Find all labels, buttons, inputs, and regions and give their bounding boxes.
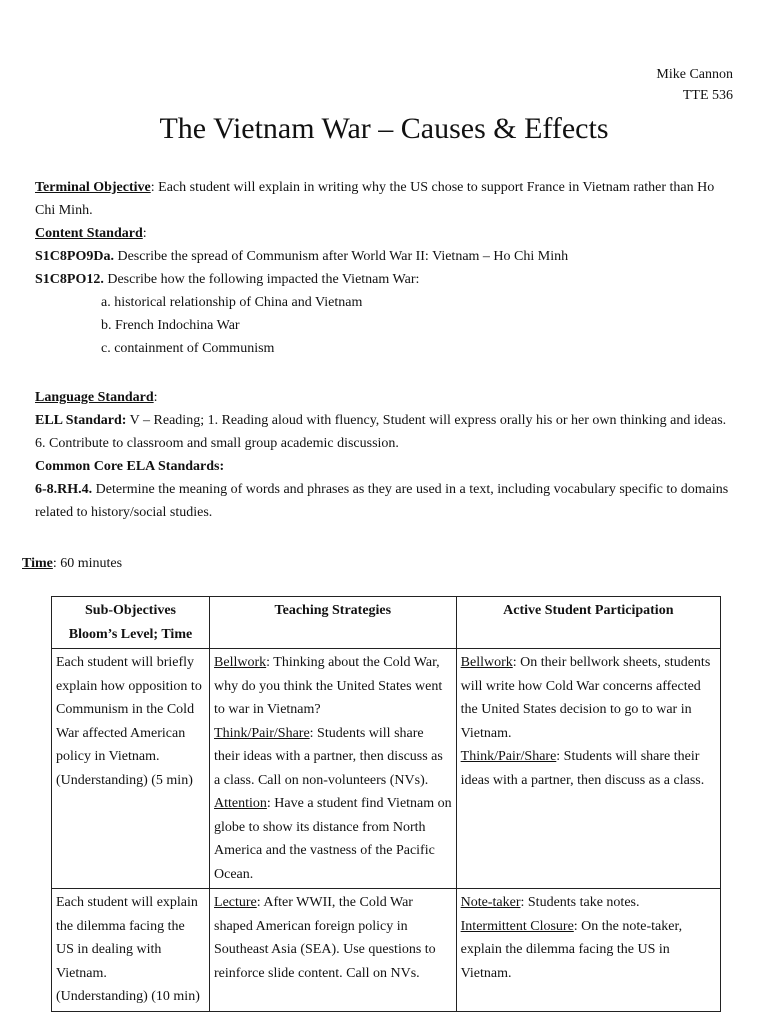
strategy-lecture-label: Lecture xyxy=(214,895,257,910)
strategy-attention-label: Attention xyxy=(214,796,267,811)
terminal-objective-text: : Each student will explain in writing why the US chose to support France in Vietnam rather than Ho Chi Minh. xyxy=(35,180,715,218)
participation-notetaker-text: : Students take notes. xyxy=(520,895,640,910)
teaching-strategies-cell xyxy=(210,649,457,889)
standard-list-item: a. historical relationship of China and Vietnam xyxy=(101,295,363,310)
strategy-attention-text: : Have a student find Vietnam on globe to show its distance from North America and the vastness of the Pacific Ocean. xyxy=(214,796,452,882)
strategy-tps-label: Think/Pair/Share xyxy=(214,725,310,741)
strategy-attention xyxy=(214,792,452,886)
participation-note-taker xyxy=(461,891,716,915)
table-row xyxy=(52,649,721,889)
participation-closure-text: : On the note-taker, explain the dilemma facing the US in Vietnam. xyxy=(460,918,683,981)
participation-think-pair-share xyxy=(461,745,716,792)
header-sub-objectives xyxy=(52,597,210,649)
terminal-objective xyxy=(35,176,735,222)
lesson-table xyxy=(51,596,721,1012)
header-active-participation: Active Student Participation xyxy=(456,597,720,649)
strategy-lecture xyxy=(214,891,452,985)
author-name: Mike Cannon xyxy=(656,67,733,82)
participation-closure xyxy=(461,915,716,986)
strategy-bellwork-label: Bellwork xyxy=(214,655,267,670)
participation-closure-label: Intermittent Closure xyxy=(460,918,574,934)
table-row xyxy=(52,889,721,1012)
teaching-strategies-cell xyxy=(210,889,457,1012)
participation-bellwork xyxy=(461,651,716,745)
time-label: Time xyxy=(22,556,53,571)
ell-standard-label: ELL Standard: xyxy=(35,413,127,428)
participation-bellwork-text: : On their bellwork sheets, students will write how Cold War concerns affected the United States decision to go to war in Vietnam. xyxy=(460,655,711,741)
header-sub-objectives-line2: Bloom’s Level; Time xyxy=(68,626,193,642)
rh-standard-text: Determine the meaning of words and phrases as they are used in a text, including vocabulary specific to domains related to history/social studies. xyxy=(35,482,729,520)
content-standard-label: Content Standard xyxy=(35,226,143,241)
standard-text-s1c8po9da: Describe the spread of Communism after World War II: Vietnam – Ho Chi Minh xyxy=(113,249,569,264)
author-block xyxy=(656,64,733,106)
sub-objective-cell xyxy=(52,649,210,889)
participation-bellwork-label: Bellwork xyxy=(460,655,513,670)
language-standard-section xyxy=(35,386,735,524)
participation-cell xyxy=(456,649,720,889)
standard-code-s1c8po9da: S1C8PO9Da. xyxy=(35,249,114,264)
strategy-bellwork-text: : Thinking about the Cold War, why do you think the United States went to war in Vietnam? xyxy=(214,655,443,717)
header-teaching-strategies: Teaching Strategies xyxy=(210,597,457,649)
page-title: The Vietnam War – Causes & Effects xyxy=(159,112,609,145)
participation-notetaker-label: Note-taker xyxy=(460,895,521,910)
terminal-objective-label: Terminal Objective xyxy=(35,180,151,195)
table-header-row xyxy=(52,597,721,649)
standard-list-item: c. containment of Communism xyxy=(101,341,275,356)
language-standard-label: Language Standard xyxy=(35,390,154,405)
sub-objective-text: Each student will explain the dilemma facing the US in dealing with Vietnam. xyxy=(56,895,198,981)
time-line xyxy=(22,552,722,575)
common-core-label: Common Core ELA Standards: xyxy=(35,459,225,474)
language-standard-colon: : xyxy=(153,390,158,405)
participation-tps-label: Think/Pair/Share xyxy=(460,749,557,764)
header-sub-objectives-line1: Sub-Objectives xyxy=(85,603,176,618)
course-code: TTE 536 xyxy=(682,88,733,103)
standard-text-s1c8po12: Describe how the following impacted the Vietnam War: xyxy=(103,272,420,287)
bloom-level: (Understanding) (10 min) xyxy=(56,989,200,1004)
participation-cell xyxy=(456,889,720,1012)
content-standard-section xyxy=(35,222,735,360)
sub-objective-cell xyxy=(52,889,210,1012)
participation-tps-text: : Students will share their ideas with a partner, then discuss as a class. xyxy=(460,749,705,788)
standard-code-s1c8po12: S1C8PO12. xyxy=(35,272,104,287)
standard-list-item: b. French Indochina War xyxy=(101,318,240,333)
time-value: : 60 minutes xyxy=(52,556,123,571)
bloom-level: (Understanding) (5 min) xyxy=(56,772,193,788)
content-standard-colon: : xyxy=(142,226,147,241)
strategy-tps-text: : Students will share their ideas with a partner, then discuss as a class. Call on non-volunteers (NVs). xyxy=(214,725,443,788)
strategy-think-pair-share xyxy=(214,722,452,793)
strategy-bellwork xyxy=(214,651,452,722)
strategy-lecture-text: : After WWII, the Cold War shaped American foreign policy in Southeast Asia (SEA). Use questions to reinforce slide content. Call on NVs. xyxy=(214,895,436,981)
rh-standard-code: 6-8.RH.4. xyxy=(35,482,93,497)
ell-standard-text: V – Reading; 1. Reading aloud with fluency, Student will express orally his or her own thinking and ideas. 6. Contribute to classroom and small group academic discussion. xyxy=(35,413,727,451)
sub-objective-text: Each student will briefly explain how opposition to Communism in the Cold War affected American policy in Vietnam. xyxy=(56,655,202,764)
